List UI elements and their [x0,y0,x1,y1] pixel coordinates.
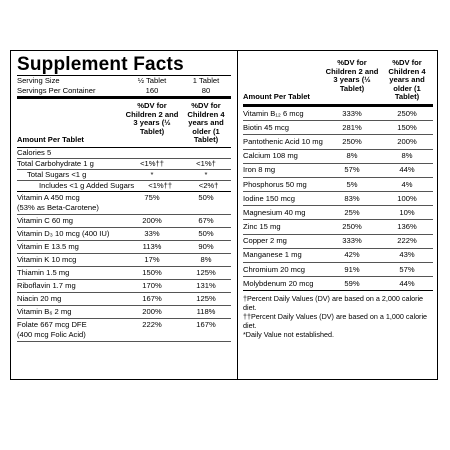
dv-2-3-years-value: 91% [344,264,360,274]
nutrient-row [17,159,231,169]
dv-4-years-value: <1%† [196,158,216,168]
dv-2-3-years-value: 59% [344,278,360,288]
dv-2-3-years-value: 8% [346,151,358,161]
dv-4-years-value: <2%† [198,180,219,190]
calories-row [17,148,231,158]
serving-size-row [17,76,231,86]
dv-4-years-value: * [204,169,208,179]
nutrient-name-line: Vitamin K 10 mcg [17,254,77,264]
servings-per-container-label: Servings Per Container [17,86,96,95]
nutrient-row [17,319,231,341]
nutrient-name-detail: (53% as Beta-Carotene) [17,202,99,212]
servings-per-container-row [17,86,231,96]
nutrient-row [243,192,433,205]
amount-per-tablet-header: Amount Per Tablet [17,134,84,144]
nutrient-name-line: Vitamin B₆ 2 mg [17,306,72,316]
dv-4-years-value: 44% [399,165,415,175]
nutrient-name [17,229,123,239]
dv-2-3-years-value: 200% [142,215,162,225]
dv-2-3-years-value: 42% [344,250,360,260]
nutrient-name: Zinc 15 mg [243,222,281,232]
nutrient-name [17,307,123,317]
dv-4-years-value: 4% [401,179,413,189]
nutrient-row [243,235,433,248]
dv-4-years-value: 150% [397,122,417,132]
footnotes [243,294,433,339]
nutrient-name-line: Vitamin C 60 mg [17,215,73,225]
dv-2-3-years-value: <1%†† [140,158,164,168]
nutrient-row [243,107,433,120]
nutrient-name-line: Niacin 20 mg [17,293,62,303]
nutrient-row [243,249,433,262]
dv-4-years-value: 50% [198,228,214,238]
nutrient-row [17,170,231,180]
dv-2-3-years-value: 83% [344,193,360,203]
dv-4-years-value: 136% [397,222,417,232]
dv-2-3-years-value: 25% [344,207,360,217]
nutrient-name-line: Vitamin A 450 mcg [17,192,80,202]
nutrient-name: Manganese 1 mg [243,250,302,260]
dv-4-years-value: 8% [200,254,212,264]
nutrient-row [17,181,231,191]
nutrient-row [243,220,433,233]
nutrient-row [17,280,231,292]
dv-2-3-years-value: 333% [342,108,362,118]
nutrient-row [17,254,231,266]
nutrient-name: Magnesium 40 mg [243,207,306,217]
dv-2-3-years-value: 57% [344,165,360,175]
dv-4-years-value: 222% [397,236,417,246]
nutrient-name: Total Sugars <1 g [27,169,87,179]
panel-title: Supplement Facts [17,54,184,75]
dv-2-3-years-value: 150% [142,267,162,277]
nutrient-row [243,164,433,177]
dv-4-years-value: 44% [399,278,415,288]
dv-2-3-years-value: 17% [144,254,160,264]
dv-2-3-years-header: %DV for Children 2 and 3 years (½ Tablet) [325,58,379,93]
nutrient-name-line: Riboflavin 1.7 mg [17,280,76,290]
dv-4-years-value: 10% [399,207,415,217]
left-column [17,55,231,342]
dv-2-3-years-value: 281% [342,122,362,132]
nutrient-name [17,216,123,226]
nutrient-row [243,121,433,134]
servings-per-container-c2: 80 [201,86,211,95]
nutrient-name [17,294,123,304]
left-table-header [17,99,231,147]
dv-2-3-years-value: 75% [144,192,160,202]
nutrient-name-line: Folate 667 mcg DFE [17,319,87,329]
nutrient-name [17,242,123,252]
dv-2-3-years-value: 5% [346,179,358,189]
footnote: †Percent Daily Values (DV) are based on a 2,000 calorie diet. [243,294,424,313]
dv-2-3-years-value: <1%†† [148,180,173,190]
dv-2-3-years-value: 250% [342,136,362,146]
dv-2-3-years-value: 222% [142,319,162,329]
nutrient-name: Chromium 20 mcg [243,264,306,274]
supplement-facts-panel [10,50,438,380]
column-divider [237,51,238,379]
nutrient-name [17,255,123,265]
dv-4-years-value: 67% [198,215,214,225]
right-nutrient-rows [243,107,433,290]
left-nutrient-rows [17,192,231,342]
dv-2-3-years-value: 250% [342,222,362,232]
dv-4-years-value: 167% [196,319,216,329]
dv-4-years-value: 8% [401,151,413,161]
serving-size-c2: 1 Tablet [192,76,220,85]
dv-4-years-value: 125% [196,293,216,303]
nutrient-name: Iron 8 mg [243,165,276,175]
dv-4-years-value: 100% [397,193,417,203]
nutrient-name [17,320,123,340]
amount-per-tablet-header: Amount Per Tablet [243,92,310,102]
calories-label: Calories 5 [17,147,52,157]
nutrient-name: Vitamin B₁₂ 6 mcg [243,108,304,118]
nutrient-row [243,206,433,219]
nutrient-row [17,192,231,214]
nutrient-name [17,193,123,213]
dv-4-years-value: 43% [399,250,415,260]
nutrient-name: Calcium 108 mg [243,151,298,161]
nutrient-name: Copper 2 mg [243,236,287,246]
nutrient-name: Total Carbohydrate 1 g [17,158,94,168]
dv-2-3-years-header: %DV for Children 2 and 3 years (½ Tablet) [125,101,179,136]
footnote: ††Percent Daily Values (DV) are based on a 1,000 calorie diet. [243,312,428,331]
footnote: *Daily Value not established. [243,330,334,340]
nutrient-name: Includes <1 g Added Sugars [39,180,135,190]
dv-4-years-header: %DV for Children 4 years and older (1 Tablet) [187,101,225,145]
footnote-rule [243,290,433,291]
dv-4-years-value: 50% [198,192,214,202]
dv-4-years-header: %DV for Children 4 years and older (1 Tablet) [388,58,426,102]
dv-4-years-value: 200% [397,136,417,146]
nutrient-row [243,263,433,276]
nutrient-row [17,267,231,279]
dv-2-3-years-value: 113% [142,241,162,251]
nutrient-name-line: Vitamin E 13.5 mg [17,241,79,251]
nutrient-row [17,306,231,318]
nutrient-name-detail: (400 mcg Folic Acid) [17,329,86,339]
dv-2-3-years-value: 33% [144,228,160,238]
nutrient-name [17,268,123,278]
dv-2-3-years-value: 170% [142,280,162,290]
nutrient-name: Molybdenum 20 mcg [243,278,314,288]
servings-per-container-c1: 160 [145,86,159,95]
nutrient-row [17,228,231,240]
dv-4-years-value: 250% [397,108,417,118]
row-rule [17,341,231,342]
nutrient-name-line: Thiamin 1.5 mg [17,267,70,277]
dv-4-years-value: 57% [399,264,415,274]
dv-2-3-years-value: 200% [142,306,162,316]
nutrient-name [17,281,123,291]
carbohydrate-rows [17,159,231,191]
serving-size-c1: ½ Tablet [137,76,167,85]
right-table-header [243,59,433,104]
nutrient-row [17,293,231,305]
nutrient-name: Biotin 45 mcg [243,122,290,132]
nutrient-row [17,241,231,253]
dv-2-3-years-value: 333% [342,236,362,246]
serving-size-label: Serving Size [17,76,60,85]
nutrient-row [243,150,433,163]
nutrient-name-line: Vitamin D₃ 10 mcg (400 IU) [17,228,110,238]
dv-4-years-value: 125% [196,267,216,277]
nutrient-row [243,135,433,148]
nutrient-row [17,215,231,227]
dv-2-3-years-value: 167% [142,293,162,303]
nutrient-name: Iodine 150 mcg [243,193,295,203]
dv-4-years-value: 90% [198,241,214,251]
dv-4-years-value: 131% [196,280,216,290]
nutrient-row [243,277,433,290]
nutrient-name: Phosphorus 50 mg [243,179,307,189]
nutrient-row [243,178,433,191]
nutrient-name: Pantothenic Acid 10 mg [243,136,323,146]
right-column [243,59,433,339]
dv-4-years-value: 118% [196,306,216,316]
dv-2-3-years-value: * [150,169,154,179]
